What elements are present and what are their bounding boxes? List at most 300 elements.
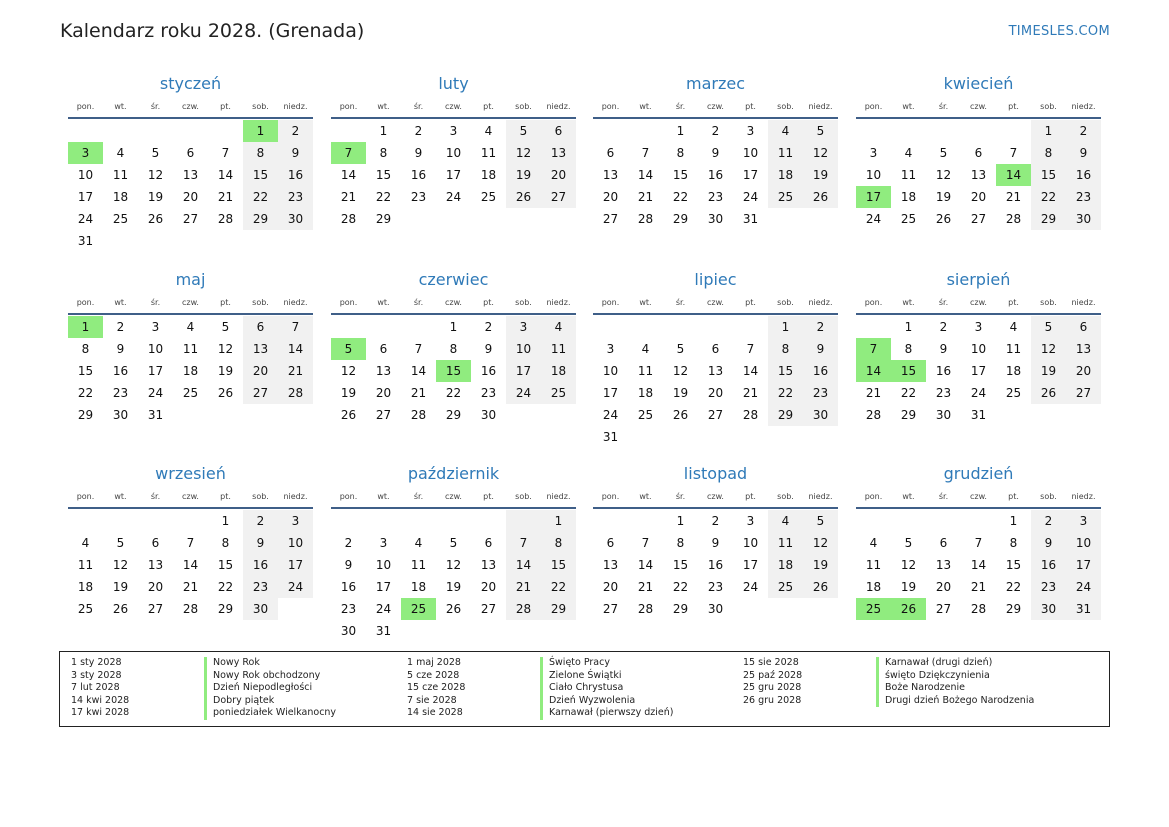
holiday-date: 15 sie 2028 <box>743 657 799 668</box>
day-cell: 20 <box>935 580 952 594</box>
week-row <box>593 120 838 142</box>
day-cell: 13 <box>1066 338 1101 360</box>
empty-day-cell <box>506 510 541 532</box>
day-cell: 9 <box>344 558 353 572</box>
day-cell: 12 <box>1031 338 1066 360</box>
day-cell: 16 <box>1066 164 1101 186</box>
week-row <box>331 554 576 576</box>
weekday-header <box>68 485 313 507</box>
month-8 <box>856 269 1101 426</box>
day-cell: 19 <box>803 164 838 186</box>
day-cell: 9 <box>278 142 313 164</box>
day-cell: 4 <box>186 320 195 334</box>
day-cell: 29 <box>445 408 462 422</box>
day-cell: 4 <box>1009 320 1018 334</box>
day-cell: 26 <box>803 576 838 598</box>
empty-day-cell <box>698 316 733 338</box>
day-cell: 22 <box>672 580 689 594</box>
weekday-label: wt. <box>377 101 390 111</box>
day-cell: 7 <box>974 536 983 550</box>
holiday-name: Karnawał (pierwszy dzień) <box>540 707 673 720</box>
weekday-label: pt. <box>483 491 494 501</box>
day-cell: 8 <box>676 536 685 550</box>
day-cell: 15 <box>1005 558 1022 572</box>
day-cell: 8 <box>379 146 388 160</box>
weekday-label: pt. <box>745 297 756 307</box>
weekday-label: pt. <box>745 491 756 501</box>
weekday-label: pon. <box>864 491 883 501</box>
day-cell: 24 <box>77 212 94 226</box>
weekday-label: niedz. <box>1071 101 1096 111</box>
empty-day-cell <box>891 120 926 142</box>
day-cell: 25 <box>182 386 199 400</box>
day-cell: 20 <box>480 580 497 594</box>
week-row <box>68 404 313 426</box>
day-cell: 30 <box>112 408 129 422</box>
empty-day-cell <box>103 510 138 532</box>
day-cell: 5 <box>221 320 230 334</box>
day-cell: 12 <box>147 168 164 182</box>
day-cell: 5 <box>676 342 685 356</box>
day-cell: 23 <box>243 576 278 598</box>
weekday-label: czw. <box>182 101 199 111</box>
legend-entry <box>71 657 336 670</box>
day-cell: 20 <box>182 190 199 204</box>
legend-entry <box>743 695 1034 708</box>
day-cell: 15 <box>436 360 471 382</box>
day-cell: 12 <box>506 142 541 164</box>
day-cell: 22 <box>375 190 392 204</box>
day-cell: 8 <box>676 146 685 160</box>
day-cell: 25 <box>768 576 803 598</box>
empty-day-cell <box>803 208 838 230</box>
weekday-label: pon. <box>76 297 95 307</box>
day-cell: 22 <box>672 190 689 204</box>
weekday-label: sob. <box>777 101 794 111</box>
week-row <box>593 164 838 186</box>
day-cell: 14 <box>637 558 654 572</box>
day-cell: 19 <box>803 554 838 576</box>
weekday-label: niedz. <box>283 491 308 501</box>
holiday-name: Ciało Chrystusa <box>540 682 623 695</box>
empty-day-cell <box>436 510 471 532</box>
month-9 <box>68 463 313 620</box>
weekday-label: pt. <box>220 491 231 501</box>
weekday-label: czw. <box>445 101 462 111</box>
day-cell: 16 <box>707 168 724 182</box>
empty-day-cell <box>506 208 541 230</box>
empty-day-cell <box>208 230 243 252</box>
empty-day-cell <box>628 120 663 142</box>
legend-entry <box>407 695 673 708</box>
day-cell: 26 <box>506 186 541 208</box>
weekday-label: pt. <box>483 101 494 111</box>
weekday-label: sob. <box>777 297 794 307</box>
day-cell: 14 <box>340 168 357 182</box>
month-7 <box>593 269 838 448</box>
day-cell: 5 <box>331 338 366 360</box>
weekday-label: śr. <box>413 297 424 307</box>
day-cell: 19 <box>217 364 234 378</box>
day-cell: 11 <box>541 338 576 360</box>
day-cell: 13 <box>602 558 619 572</box>
day-cell: 1 <box>541 510 576 532</box>
day-cell: 28 <box>1005 212 1022 226</box>
empty-day-cell <box>138 230 173 252</box>
weekday-header <box>856 485 1101 507</box>
day-cell: 14 <box>742 364 759 378</box>
day-cell: 12 <box>803 142 838 164</box>
day-cell: 17 <box>506 360 541 382</box>
empty-day-cell <box>278 230 313 252</box>
day-cell: 23 <box>480 386 497 400</box>
header-rule <box>856 313 1101 315</box>
day-cell: 8 <box>1031 142 1066 164</box>
week-row <box>331 316 576 338</box>
day-cell: 2 <box>711 124 720 138</box>
day-cell: 23 <box>707 190 724 204</box>
holiday-date: 3 sty 2028 <box>71 669 122 681</box>
day-cell: 7 <box>641 146 650 160</box>
day-cell: 17 <box>742 168 759 182</box>
day-cell: 30 <box>1066 208 1101 230</box>
day-cell: 24 <box>970 386 987 400</box>
day-cell: 1 <box>676 514 685 528</box>
weekday-label: śr. <box>675 297 686 307</box>
month-3 <box>593 73 838 230</box>
weekday-label: pt. <box>745 101 756 111</box>
day-cell: 3 <box>278 510 313 532</box>
day-cell: 16 <box>935 364 952 378</box>
day-cell: 2 <box>1031 510 1066 532</box>
day-cell: 9 <box>116 342 125 356</box>
week-row <box>856 554 1101 576</box>
day-cell: 14 <box>637 168 654 182</box>
week-row <box>331 338 576 360</box>
weekday-label: wt. <box>114 101 127 111</box>
day-cell: 14 <box>278 338 313 360</box>
day-cell: 13 <box>707 364 724 378</box>
day-cell: 29 <box>900 408 917 422</box>
weekday-label: pt. <box>220 297 231 307</box>
day-cell: 23 <box>112 386 129 400</box>
week-row <box>856 510 1101 532</box>
day-cell: 31 <box>742 212 759 226</box>
day-cell: 30 <box>707 212 724 226</box>
day-cell: 31 <box>147 408 164 422</box>
day-cell: 20 <box>1066 360 1101 382</box>
day-cell: 12 <box>803 532 838 554</box>
day-cell: 30 <box>1031 598 1066 620</box>
day-cell: 9 <box>711 536 720 550</box>
day-cell: 11 <box>900 168 917 182</box>
month-4 <box>856 73 1101 230</box>
weekday-label: wt. <box>639 297 652 307</box>
month-name: grudzień <box>943 464 1014 483</box>
empty-day-cell <box>471 208 506 230</box>
holiday-date: 1 sty 2028 <box>71 657 122 668</box>
day-cell: 8 <box>1009 536 1018 550</box>
week-row <box>68 360 313 382</box>
month-name: listopad <box>683 464 748 483</box>
weekday-label: sob. <box>515 101 532 111</box>
day-cell: 20 <box>243 360 278 382</box>
day-cell: 27 <box>602 212 619 226</box>
weekday-label: sob. <box>252 491 269 501</box>
day-cell: 11 <box>112 168 129 182</box>
weekday-label: wt. <box>902 491 915 501</box>
day-cell: 28 <box>217 212 234 226</box>
day-cell: 1 <box>676 124 685 138</box>
holiday-name: Nowy Rok obchodzony <box>204 670 320 683</box>
header-rule <box>593 507 838 509</box>
header-rule <box>68 117 313 119</box>
day-cell: 25 <box>856 598 891 620</box>
day-cell: 22 <box>243 186 278 208</box>
week-row <box>593 510 838 532</box>
empty-day-cell <box>733 426 768 448</box>
day-cell: 15 <box>1031 164 1066 186</box>
day-cell: 2 <box>116 320 125 334</box>
weekday-label: wt. <box>377 297 390 307</box>
day-cell: 27 <box>480 602 497 616</box>
day-cell: 17 <box>742 558 759 572</box>
week-row <box>856 360 1101 382</box>
day-cell: 11 <box>480 146 497 160</box>
day-cell: 2 <box>344 536 353 550</box>
day-cell: 19 <box>147 190 164 204</box>
empty-day-cell <box>926 120 961 142</box>
day-cell: 6 <box>541 120 576 142</box>
week-row <box>593 532 838 554</box>
day-cell: 16 <box>803 360 838 382</box>
weekday-label: śr. <box>938 297 949 307</box>
day-cell: 13 <box>602 168 619 182</box>
week-row <box>331 142 576 164</box>
weekday-label: czw. <box>445 491 462 501</box>
day-cell: 22 <box>541 576 576 598</box>
day-cell: 28 <box>637 212 654 226</box>
header-rule <box>331 507 576 509</box>
day-cell: 21 <box>637 190 654 204</box>
weekday-label: pt. <box>220 101 231 111</box>
day-cell: 10 <box>445 146 462 160</box>
weekday-label: czw. <box>707 491 724 501</box>
weekday-label: niedz. <box>546 491 571 501</box>
day-cell: 15 <box>891 360 926 382</box>
day-cell: 18 <box>541 360 576 382</box>
header-rule <box>593 117 838 119</box>
day-cell: 13 <box>541 142 576 164</box>
day-cell: 7 <box>331 142 366 164</box>
day-cell: 24 <box>445 190 462 204</box>
empty-day-cell <box>401 208 436 230</box>
day-cell: 4 <box>768 120 803 142</box>
weekday-label: śr. <box>675 101 686 111</box>
empty-day-cell <box>961 120 996 142</box>
day-cell: 18 <box>637 386 654 400</box>
day-cell: 4 <box>116 146 125 160</box>
day-cell: 12 <box>217 342 234 356</box>
day-cell: 16 <box>1031 554 1066 576</box>
day-cell: 21 <box>217 190 234 204</box>
legend-entry <box>71 670 336 683</box>
day-cell: 10 <box>602 364 619 378</box>
legend-entry <box>407 707 673 720</box>
day-cell: 9 <box>939 342 948 356</box>
weekday-label: śr. <box>938 491 949 501</box>
day-cell: 23 <box>1031 576 1066 598</box>
empty-day-cell <box>243 230 278 252</box>
day-cell: 4 <box>768 510 803 532</box>
day-cell: 8 <box>81 342 90 356</box>
weekday-label: pon. <box>76 491 95 501</box>
empty-day-cell <box>1066 404 1101 426</box>
day-cell: 20 <box>147 580 164 594</box>
empty-day-cell <box>541 620 576 642</box>
day-cell: 4 <box>541 316 576 338</box>
header-rule <box>856 117 1101 119</box>
week-row <box>68 576 313 598</box>
day-cell: 15 <box>375 168 392 182</box>
day-cell: 19 <box>900 580 917 594</box>
weekday-label: czw. <box>707 101 724 111</box>
page-title: Kalendarz roku 2028. (Grenada) <box>60 20 365 42</box>
site-logo[interactable]: TIMESLES.COM <box>1008 24 1110 39</box>
day-cell: 1 <box>1031 120 1066 142</box>
week-row <box>856 338 1101 360</box>
week-row <box>593 426 838 448</box>
day-cell: 7 <box>414 342 423 356</box>
empty-day-cell <box>506 620 541 642</box>
day-cell: 18 <box>182 364 199 378</box>
day-cell: 29 <box>672 212 689 226</box>
empty-day-cell <box>856 510 891 532</box>
day-cell: 10 <box>970 342 987 356</box>
empty-day-cell <box>856 316 891 338</box>
week-row <box>593 208 838 230</box>
holiday-name: Boże Narodzenie <box>876 682 965 695</box>
day-cell: 14 <box>410 364 427 378</box>
day-cell: 24 <box>742 580 759 594</box>
weekday-header <box>856 95 1101 117</box>
day-cell: 22 <box>77 386 94 400</box>
day-cell: 6 <box>151 536 160 550</box>
weekday-label: niedz. <box>546 297 571 307</box>
day-cell: 10 <box>865 168 882 182</box>
week-row <box>68 208 313 230</box>
empty-day-cell <box>733 316 768 338</box>
day-cell: 1 <box>68 316 103 338</box>
month-2 <box>331 73 576 230</box>
week-row <box>593 382 838 404</box>
weekday-label: pon. <box>339 491 358 501</box>
day-cell: 18 <box>410 580 427 594</box>
weekday-label: pon. <box>76 101 95 111</box>
day-cell: 11 <box>768 142 803 164</box>
day-cell: 16 <box>480 364 497 378</box>
day-cell: 17 <box>970 364 987 378</box>
day-cell: 3 <box>746 514 755 528</box>
day-cell: 3 <box>746 124 755 138</box>
weekday-header <box>856 291 1101 313</box>
day-cell: 27 <box>935 602 952 616</box>
header-rule <box>331 313 576 315</box>
day-cell: 5 <box>904 536 913 550</box>
day-cell: 26 <box>217 386 234 400</box>
day-cell: 28 <box>340 212 357 226</box>
day-cell: 23 <box>707 580 724 594</box>
holiday-date: 25 paź 2028 <box>743 669 803 681</box>
weekday-label: sob. <box>1040 297 1057 307</box>
day-cell: 5 <box>116 536 125 550</box>
weekday-label: pt. <box>483 297 494 307</box>
day-cell: 15 <box>541 554 576 576</box>
day-cell: 4 <box>904 146 913 160</box>
day-cell: 31 <box>375 624 392 638</box>
day-cell: 8 <box>449 342 458 356</box>
empty-day-cell <box>173 404 208 426</box>
empty-day-cell <box>436 208 471 230</box>
day-cell: 14 <box>182 558 199 572</box>
day-cell: 14 <box>996 164 1031 186</box>
day-cell: 18 <box>768 164 803 186</box>
weekday-header <box>593 485 838 507</box>
week-row <box>68 338 313 360</box>
day-cell: 27 <box>147 602 164 616</box>
day-cell: 6 <box>1066 316 1101 338</box>
day-cell: 8 <box>541 532 576 554</box>
empty-day-cell <box>768 208 803 230</box>
day-cell: 26 <box>891 598 926 620</box>
day-cell: 10 <box>147 342 164 356</box>
day-cell: 27 <box>970 212 987 226</box>
weekday-label: śr. <box>675 491 686 501</box>
day-cell: 11 <box>77 558 94 572</box>
month-name: wrzesień <box>155 464 226 483</box>
day-cell: 24 <box>742 190 759 204</box>
day-cell: 20 <box>602 190 619 204</box>
day-cell: 10 <box>278 532 313 554</box>
holiday-date: 14 kwi 2028 <box>71 694 130 706</box>
day-cell: 4 <box>414 536 423 550</box>
empty-day-cell <box>996 120 1031 142</box>
day-cell: 20 <box>375 386 392 400</box>
day-cell: 15 <box>672 168 689 182</box>
day-cell: 10 <box>742 146 759 160</box>
weekday-label: śr. <box>150 101 161 111</box>
day-cell: 25 <box>77 602 94 616</box>
weekday-label: śr. <box>150 491 161 501</box>
day-cell: 10 <box>375 558 392 572</box>
empty-day-cell <box>331 316 366 338</box>
week-row <box>68 230 313 252</box>
day-cell: 7 <box>186 536 195 550</box>
day-cell: 21 <box>278 360 313 382</box>
legend-column <box>743 657 1034 707</box>
day-cell: 20 <box>707 386 724 400</box>
day-cell: 2 <box>414 124 423 138</box>
header-rule <box>68 313 313 315</box>
day-cell: 9 <box>1031 532 1066 554</box>
week-row <box>593 316 838 338</box>
empty-day-cell <box>366 510 401 532</box>
legend-entry <box>71 695 336 708</box>
empty-day-cell <box>471 510 506 532</box>
weekday-label: wt. <box>114 491 127 501</box>
empty-day-cell <box>506 404 541 426</box>
empty-day-cell <box>278 598 313 620</box>
